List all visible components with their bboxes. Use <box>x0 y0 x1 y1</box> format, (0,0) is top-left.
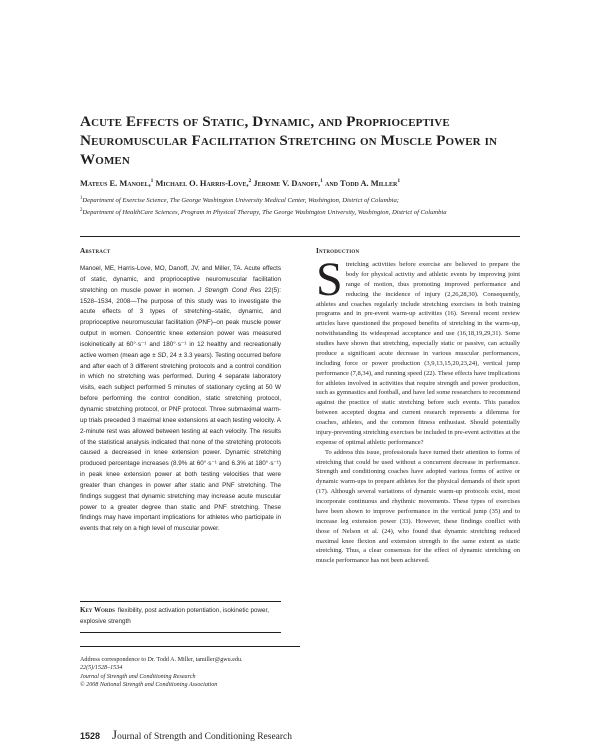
affil-mark: 1 <box>80 196 83 201</box>
author-affil-mark: 1 <box>320 178 323 184</box>
keywords-label: Key Words <box>80 606 115 614</box>
keywords-text: flexibility, post activation potentiation, isokinetic power, explosive strength <box>80 607 269 625</box>
footnote <box>80 656 300 689</box>
page-footer <box>80 727 292 743</box>
drop-cap: S <box>316 253 343 306</box>
author-name: and Todd A. Miller <box>325 178 398 188</box>
journal-rest: ournal of Strength and Conditioning Research <box>117 732 293 742</box>
volume-pages: 22(5)/1528–1534 <box>80 665 123 672</box>
footnote-divider <box>80 646 300 647</box>
abstract-part: , 24 ± 3.3 years). Testing occurred before and after each of 3 different stretching protocols and a control condition in which no stretching was performed. During 4 separate laboratory visits, each subject performed 5 minutes of stationary cycling at 50 W before performing the control condition, static stretching protocol, dynamic stretching protocol, or PNF protocol. Three submaximal warm-up trials preceded 3 maximal knee extensions at each testing velocity. A 2-minute rest was allowed between testing at each velocity. The results of the statistical analysis indicated that none of the stretching protocols caused a decreased in knee extension power. Dynamic stretching produced percentage increases (8.9% at 60°·s⁻¹ and 6.3% at 180°·s⁻¹) in peak knee extension power at both testing velocities that were greater than changes in power after static and PNF stretching. The findings suggest that dynamic stretching may increase acute muscular power to a greater degree than static and PNF stretching. These findings may have important implications for athletes who participate in events that rely on a high level of muscular power. <box>80 351 281 533</box>
abstract-part: 22(5): 1528–1534, 2008—The purpose of this study was to investigate the acute effects of 3 types of stretching–static, dynamic, and proprioceptive neuromuscular facilitation (PNF)–on peak muscle power output in women. Concentric knee extension power was measured isokinetically at 60°·s⁻¹ and 180°·s⁻¹ in 12 healthy and recreationally active women (mean age ± <box>80 286 281 359</box>
author-name: Michael O. Harris-Love, <box>155 178 249 188</box>
article-title: Acute Effects of Static, Dynamic, and Proprioceptive Neuromuscular Facilitation Stretching on Muscle Power in Women <box>80 113 498 168</box>
abstract-text <box>80 264 281 535</box>
intro-paragraph: To address this issue, professionals have turned their attention to forms of stretching that could be used without a concurrent decrease in performance. Strength and conditioning coaches have adopted various forms of active or dynamic warm-ups to prepare athletes for the physical demands of their sport (17). Although several variations of dynamic warm-up protocols exist, most incorporate continuous and rhythmic movements. These types of exercises have been shown to improve performance in the vertical jump (35) and to increase leg extension power (33). However, these findings conflict with those of Nelson et al. (24), who found that dynamic stretching reduced maximal knee flexion and extension strength to the same extent as static stretching. Thus, a clear consensus for the effect of dynamic stretching on muscle performance has not been achieved. <box>316 448 520 565</box>
journal-name: Journal of Strength and Conditioning Research <box>80 673 196 680</box>
introduction-heading: Introduction <box>316 247 360 255</box>
introduction-body <box>316 253 520 566</box>
author-affil-mark: 2 <box>248 178 252 184</box>
affiliation: Department of Exercise Science, The George Washington University Medical Center, Washington, District of Columbia; <box>82 197 399 205</box>
intro-paragraph <box>316 253 520 448</box>
author-name: Jerome V. Danoff, <box>253 178 321 188</box>
journal-initial: J <box>112 727 118 742</box>
journal-ref: J Strength Cond Res <box>198 286 262 294</box>
sd-term: SD <box>157 351 167 359</box>
running-journal-title <box>112 727 293 742</box>
author-list <box>80 178 520 188</box>
affiliations <box>80 194 520 217</box>
correspondence: Address correspondence to Dr. Todd A. Miller, tamiller@gwu.edu. <box>80 657 243 663</box>
abstract-heading: Abstract <box>80 247 111 255</box>
author-affil-mark: 1 <box>150 178 154 184</box>
affil-mark: 2 <box>80 207 83 213</box>
author-affil-mark: 1 <box>397 178 401 184</box>
affiliation: Department of HealthCare Sciences, Program in Physical Therapy, The George Washington University, Washington, District of Columbia <box>82 208 447 216</box>
author-name: Mateus E. Manoel, <box>80 178 151 188</box>
keywords-box <box>80 601 281 633</box>
header-divider <box>80 236 520 237</box>
copyright: © 2008 National Strength and Conditioning Association <box>80 681 218 688</box>
page-number: 1528 <box>80 731 101 741</box>
abstract-part: Manoel, ME, Harris-Love, MO, Danoff, JV, and Miller, TA. Acute effects of static, dynamic, and proprioceptive neuromuscular facilitation stretching on muscle power in women. <box>80 265 281 294</box>
intro-text: tretching activities before exercise are believed to prepare the body for physical activity and athletic events by improving joint range of motion, thus promoting improved performance and reducing the incidence of injury (2,26,28,30). Consequently, athletes and coaches regularly include stretching exercises in both training programs and in pre-event warm-up activities (16). Several recent review articles have questioned the proposed benefits of stretching in the warm-up, notwithstanding its widespread acceptance and use (16,18,19,29,31). Some studies have shown that stretching, especially static or passive, can actually produce a significant acute decrease in various muscular performances, including force or power production (3,9,13,15,20,23,24), vertical jump performance (7,8,34), and running speed (22). These effects have implications for athletes involved in activities that require strength and power production, such as gymnastics and football, and have led some researchers to recommend against the practice of static stretching before such events. This paradox between accepted dogma and current research represents a dilemma for coaches, athletes, and the common fitness enthusiast. Should potentially injury-preventing stretching exercises be included in pre-event activities at the expense of optimal athletic performance? <box>316 261 520 446</box>
